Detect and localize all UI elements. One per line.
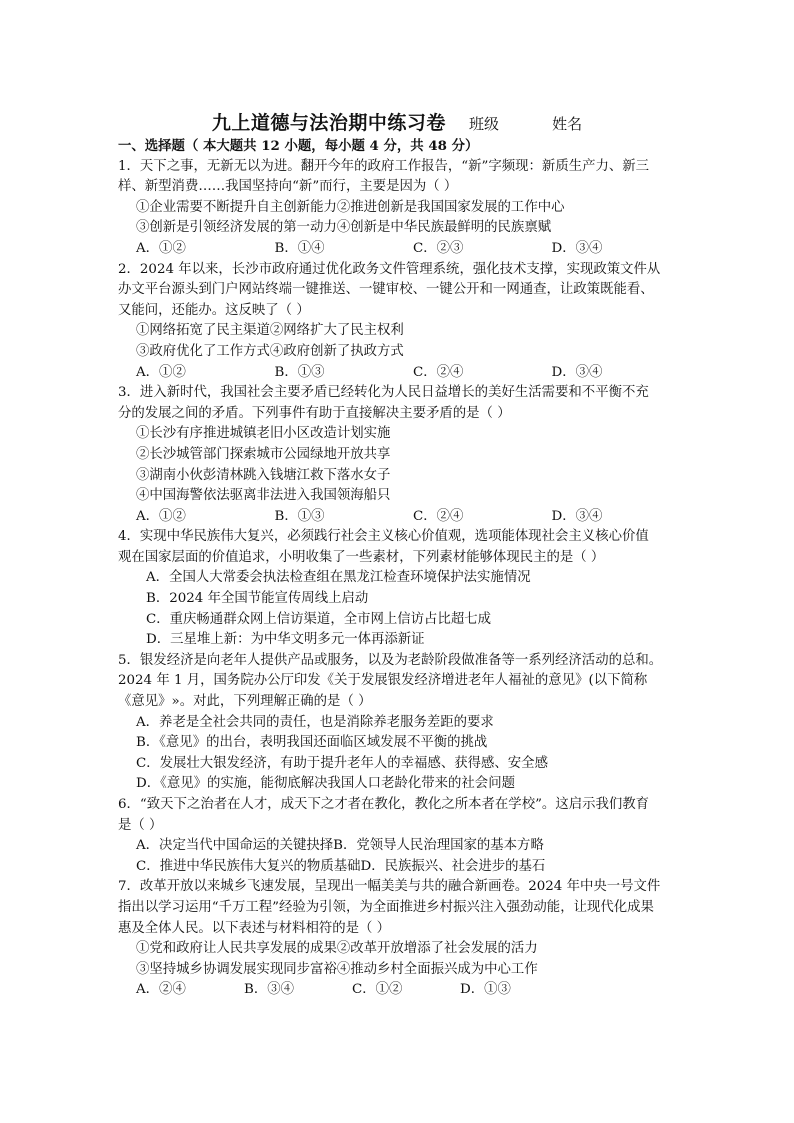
question-stem-line: 3．进入新时代，我国社会主要矛盾已经转化为人民日益增长的美好生活需要和不平衡不充	[118, 385, 649, 401]
statement-line: ①长沙有序推进城镇老旧小区改造计划实施	[136, 426, 391, 442]
question-stem-line: 又能问，还能办。这反映了（ ）	[118, 302, 310, 318]
exam-content	[118, 136, 690, 1001]
header	[0, 108, 794, 135]
choice-d[interactable]: D．《意见》的实施，能彻底解决我国人口老龄化带来的社会问题	[136, 776, 515, 792]
choice-b[interactable]: B．③④	[244, 982, 295, 998]
choice-b[interactable]: B．2024 年全国节能宣传周线上启动	[146, 591, 369, 607]
question-4	[118, 527, 690, 651]
question-stem-line: 6．“致天下之治者在人才，成天下之才者在教化，教化之所本者在学校”。这启示我们教育	[118, 797, 650, 812]
choice-c[interactable]: C．②④	[413, 364, 464, 380]
class-label: 班级	[468, 115, 499, 133]
question-stem-line: 2024 年 1 月，国务院办公厅印发《关于发展银发经济增进老年人福祉的意见》(以下简称	[118, 673, 648, 689]
section-heading: 一、选择题（ 本大题共 12 小题，每小题 4 分，共 48 分）	[118, 138, 479, 154]
exam-title: 九上道德与法治期中练习卷	[211, 112, 446, 134]
question-stem-line: 是（ ）	[118, 817, 163, 833]
choice-b[interactable]: B．①③	[274, 508, 325, 524]
statement-line: ③坚持城乡协调发展实现同步富裕④推动乡村全面振兴成为中心工作	[136, 961, 538, 977]
choice-c[interactable]: C．推进中华民族伟大复兴的物质基础	[136, 858, 361, 874]
choice-c[interactable]: C．②③	[413, 240, 464, 256]
choice-b[interactable]: B．①③	[274, 364, 325, 380]
question-stem-line: 7．改革开放以来城乡飞速发展，呈现出一幅美美与共的融合新画卷。2024 年中央一号文件	[118, 879, 661, 895]
question-stem-line: 2．2024 年以来，长沙市政府通过优化政务文件管理系统，强化技术支撑，实现政策文件从	[118, 261, 661, 277]
choice-b[interactable]: B．党领导人民治理国家的基本方略	[333, 838, 544, 854]
question-stem-line: 惠及全体人民。以下表述与材料相符的是（ ）	[118, 920, 391, 936]
choice-c[interactable]: C．重庆畅通群众网上信访渠道，全市网上信访占比超七成	[146, 611, 492, 627]
statement-line: ④中国海警依法驱离非法进入我国领海船只	[136, 488, 391, 504]
choice-d[interactable]: D．③④	[551, 508, 603, 524]
question-stem-line: 办文平台源头到门户网站终端一键推送、一键审校、一键公开和一网通查，让政策既能看、	[118, 282, 654, 298]
choice-a[interactable]: A．全国人大常委会执法检查组在黑龙江检查环境保护法实施情况	[146, 570, 531, 586]
choice-a[interactable]: A．决定当代中国命运的关键抉择	[136, 838, 334, 854]
question-5	[118, 651, 690, 795]
name-label: 姓名	[552, 115, 583, 133]
choice-row	[118, 857, 690, 878]
choice-a[interactable]: A．①②	[136, 240, 186, 256]
question-stem-line: 样、新型消费……我国坚持向“新”而行，主要是因为（ ）	[118, 179, 458, 195]
choice-row	[118, 980, 690, 1001]
choice-row	[118, 239, 690, 260]
question-2	[118, 260, 690, 384]
choice-d[interactable]: D．③④	[551, 240, 603, 256]
statement-line: ①企业需要不断提升自主创新能力②推进创新是我国国家发展的工作中心	[136, 199, 565, 215]
question-stem-line: 1．天下之事，无新无以为进。翻开今年的政府工作报告，“新”字频现：新质生产力、新三	[118, 158, 650, 174]
choice-d[interactable]: D．①③	[460, 982, 511, 998]
choice-b[interactable]: B．《意见》的出台，表明我国还面临区域发展不平衡的挑战	[136, 735, 488, 751]
choice-d[interactable]: D．民族振兴、社会进步的基石	[360, 858, 546, 874]
question-stem-line: 观在国家层面的价值追求，小明收集了一些素材，下列素材能够体现民主的是（ ）	[118, 549, 605, 565]
statement-line: ①网络拓宽了民主渠道②网络扩大了民主权利	[136, 323, 404, 339]
question-stem-line: 指出以学习运用“千万工程”经验为引领，为全面推进乡村振兴注入强劲动能，让现代化成果	[118, 899, 654, 915]
question-6	[118, 795, 690, 877]
question-stem-line: 4．实现中华民族伟大复兴，必须践行社会主义核心价值观，选项能体现社会主义核心价值	[118, 529, 649, 545]
choice-c[interactable]: C．①②	[352, 982, 403, 998]
choice-a[interactable]: A．①②	[136, 364, 186, 380]
choice-row	[118, 363, 690, 384]
question-stem-line: 分的发展之间的矛盾。下列事件有助于直接解决主要矛盾的是（ ）	[118, 405, 511, 421]
statement-line: ③创新是引领经济发展的第一动力④创新是中华民族最鲜明的民族禀赋	[136, 220, 552, 236]
question-stem-line: 《意见》»。对此，下列理解正确的是（ ）	[118, 694, 372, 710]
statement-line: ②长沙城管部门探索城市公园绿地开放共享	[136, 446, 391, 462]
choice-row	[118, 836, 690, 857]
choice-a[interactable]: A．①②	[136, 508, 186, 524]
statement-line: ③湖南小伙彭清林跳入钱塘江救下落水女子	[136, 467, 391, 483]
question-3	[118, 383, 690, 527]
question-7	[118, 877, 690, 1001]
choice-d[interactable]: D．三星堆上新：为中华文明多元一体再添新证	[146, 632, 425, 648]
choice-d[interactable]: D．③④	[551, 364, 603, 380]
question-1	[118, 157, 690, 260]
choice-b[interactable]: B．①④	[274, 240, 325, 256]
choice-c[interactable]: C．发展壮大银发经济，有助于提升老年人的幸福感、获得感、安全感	[136, 755, 548, 771]
choice-c[interactable]: C．②④	[413, 508, 464, 524]
question-stem-line: 5．银发经济是向老年人提供产品或服务，以及为老龄阶段做准备等一系列经济活动的总和。	[118, 652, 663, 668]
choice-a[interactable]: A．②④	[136, 982, 186, 998]
choice-a[interactable]: A．养老是全社会共同的责任，也是消除养老服务差距的要求	[136, 714, 494, 730]
statement-line: ③政府优化了工作方式④政府创新了执政方式	[136, 343, 404, 359]
choice-row	[118, 507, 690, 528]
statement-line: ①党和政府让人民共享发展的成果②改革开放增添了社会发展的活力	[136, 941, 538, 957]
